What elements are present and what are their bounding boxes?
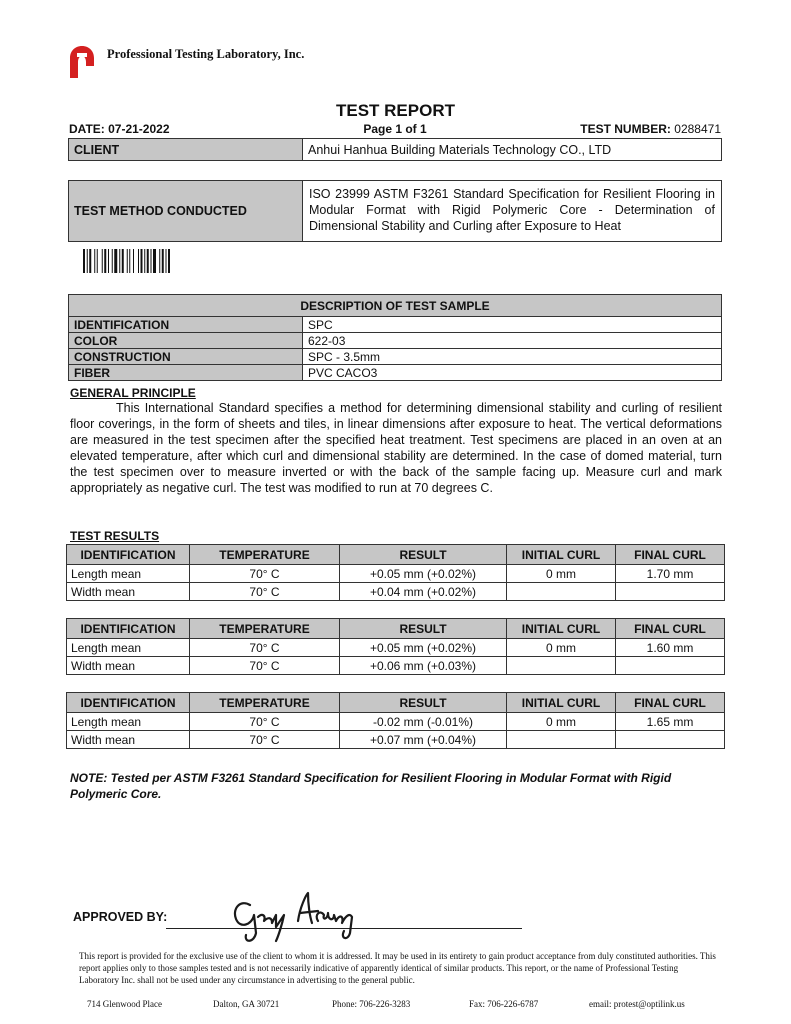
row-final-curl: 1.65 mm: [616, 713, 725, 731]
report-header-row: [69, 122, 721, 137]
disclaimer: This report is provided for the exclusive use of the client to whom it is addressed. It may be used in its entirety to gain product acceptance from duly constituted authorities. This report applies only to those samples tested and is not necessarily indicative of apparently identical of similar products. This report, or the name of Professional Testing Laboratory Inc. shall not be used under any circumstance in advertising to the general public.: [79, 951, 716, 985]
row-identification: Length mean: [67, 713, 190, 731]
row-final-curl: [616, 731, 725, 749]
row-temperature: 70° C: [190, 639, 340, 657]
table-row: [67, 731, 725, 749]
test-number: [580, 122, 721, 136]
footer-city: Dalton, GA 30721: [213, 999, 280, 1009]
footer-email: email: protest@optilink.us: [589, 999, 685, 1009]
sample-row: [69, 349, 722, 365]
col-temperature: TEMPERATURE: [190, 619, 340, 639]
results-table: [66, 618, 725, 675]
report-title: TEST REPORT: [335, 101, 455, 120]
client-value: Anhui Hanhua Building Materials Technology CO., LTD: [303, 139, 722, 161]
sample-row: [69, 365, 722, 381]
results-header-row: [67, 619, 725, 639]
sample-description-table: [68, 294, 722, 381]
signature-icon: [228, 885, 358, 945]
general-principle-body: This International Standard specifies a method for determining dimensional stability and curling of resilient floor coverings, in the form of sheets and tiles, in linear dimensions after exposure to heat. The vertical deformations are measured in the test specimen after the specified heat treatment. Test specimens are placed in an oven at an elevated temperature, after which curl and dimensional stability are determined. In the case of domed material, turn the test specimen over to measure inverted or with the back of the sample facing up. Measure curl and mark appropriately as negative curl. The test was modified to run at 70 degrees C.: [70, 401, 722, 495]
test-results-title: TEST RESULTS: [70, 529, 160, 543]
test-method-label: TEST METHOD CONDUCTED: [69, 181, 303, 242]
col-temperature: TEMPERATURE: [190, 545, 340, 565]
sample-row-label: COLOR: [69, 333, 303, 349]
sample-row-label: CONSTRUCTION: [69, 349, 303, 365]
row-final-curl: [616, 657, 725, 675]
row-result: +0.07 mm (+0.04%): [340, 731, 507, 749]
col-identification: IDENTIFICATION: [67, 693, 190, 713]
sample-row-label: FIBER: [69, 365, 303, 381]
col-final-curl: FINAL CURL: [616, 545, 725, 565]
table-row: [67, 565, 725, 583]
row-initial-curl: 0 mm: [507, 565, 616, 583]
approved-by-label: APPROVED BY:: [73, 910, 168, 924]
sample-row: [69, 317, 722, 333]
col-result: RESULT: [340, 619, 507, 639]
footer-fax: Fax: 706-226-6787: [469, 999, 539, 1009]
table-row: [67, 639, 725, 657]
report-date: DATE: 07-21-2022: [69, 122, 170, 136]
col-final-curl: FINAL CURL: [616, 693, 725, 713]
row-result: +0.05 mm (+0.02%): [340, 565, 507, 583]
row-initial-curl: [507, 583, 616, 601]
test-method-table: [68, 180, 722, 242]
row-temperature: 70° C: [190, 583, 340, 601]
results-header-row: [67, 693, 725, 713]
table-row: [67, 657, 725, 675]
col-identification: IDENTIFICATION: [67, 619, 190, 639]
col-initial-curl: INITIAL CURL: [507, 545, 616, 565]
results-header-row: [67, 545, 725, 565]
footer-phone: Phone: 706-226-3283: [332, 999, 411, 1009]
col-temperature: TEMPERATURE: [190, 693, 340, 713]
row-temperature: 70° C: [190, 565, 340, 583]
col-initial-curl: INITIAL CURL: [507, 619, 616, 639]
sample-row-value: SPC: [303, 317, 722, 333]
sample-row-value: PVC CACO3: [303, 365, 722, 381]
row-initial-curl: [507, 731, 616, 749]
row-initial-curl: 0 mm: [507, 639, 616, 657]
results-table: [66, 544, 725, 601]
test-number-label: TEST NUMBER:: [580, 122, 671, 136]
row-identification: Length mean: [67, 639, 190, 657]
row-temperature: 70° C: [190, 657, 340, 675]
col-final-curl: FINAL CURL: [616, 619, 725, 639]
col-result: RESULT: [340, 545, 507, 565]
test-method-value: ISO 23999 ASTM F3261 Standard Specification for Resilient Flooring in Modular Format with Rigid Polymeric Core - Determination of Dimensional Stability and Curling after Exposure to Heat: [303, 181, 722, 242]
sample-table-title: DESCRIPTION OF TEST SAMPLE: [69, 295, 722, 317]
client-table: [68, 138, 722, 161]
barcode-icon: [83, 249, 204, 273]
row-final-curl: 1.60 mm: [616, 639, 725, 657]
row-result: +0.04 mm (+0.02%): [340, 583, 507, 601]
sample-row: [69, 333, 722, 349]
row-initial-curl: 0 mm: [507, 713, 616, 731]
row-result: -0.02 mm (-0.01%): [340, 713, 507, 731]
row-final-curl: 1.70 mm: [616, 565, 725, 583]
row-final-curl: [616, 583, 725, 601]
page-number: Page 1 of 1: [363, 122, 427, 136]
row-identification: Width mean: [67, 583, 190, 601]
col-identification: IDENTIFICATION: [67, 545, 190, 565]
row-initial-curl: [507, 657, 616, 675]
row-identification: Length mean: [67, 565, 190, 583]
footer-address: 714 Glenwood Place: [87, 999, 162, 1009]
row-identification: Width mean: [67, 657, 190, 675]
test-number-value: 0288471: [674, 122, 721, 136]
col-initial-curl: INITIAL CURL: [507, 693, 616, 713]
row-identification: Width mean: [67, 731, 190, 749]
company-name: Professional Testing Laboratory, Inc.: [107, 47, 305, 61]
note: NOTE: Tested per ASTM F3261 Standard Specification for Resilient Flooring in Modular Format with Rigid Polymeric Core.: [70, 771, 672, 801]
company-logo-icon: [69, 44, 95, 80]
row-result: +0.05 mm (+0.02%): [340, 639, 507, 657]
row-temperature: 70° C: [190, 731, 340, 749]
results-table: [66, 692, 725, 749]
general-principle-title: GENERAL PRINCIPLE: [70, 386, 196, 400]
sample-row-label: IDENTIFICATION: [69, 317, 303, 333]
sample-row-value: SPC - 3.5mm: [303, 349, 722, 365]
table-row: [67, 713, 725, 731]
col-result: RESULT: [340, 693, 507, 713]
table-row: [67, 583, 725, 601]
client-label: CLIENT: [69, 139, 303, 161]
row-temperature: 70° C: [190, 713, 340, 731]
row-result: +0.06 mm (+0.03%): [340, 657, 507, 675]
sample-row-value: 622-03: [303, 333, 722, 349]
